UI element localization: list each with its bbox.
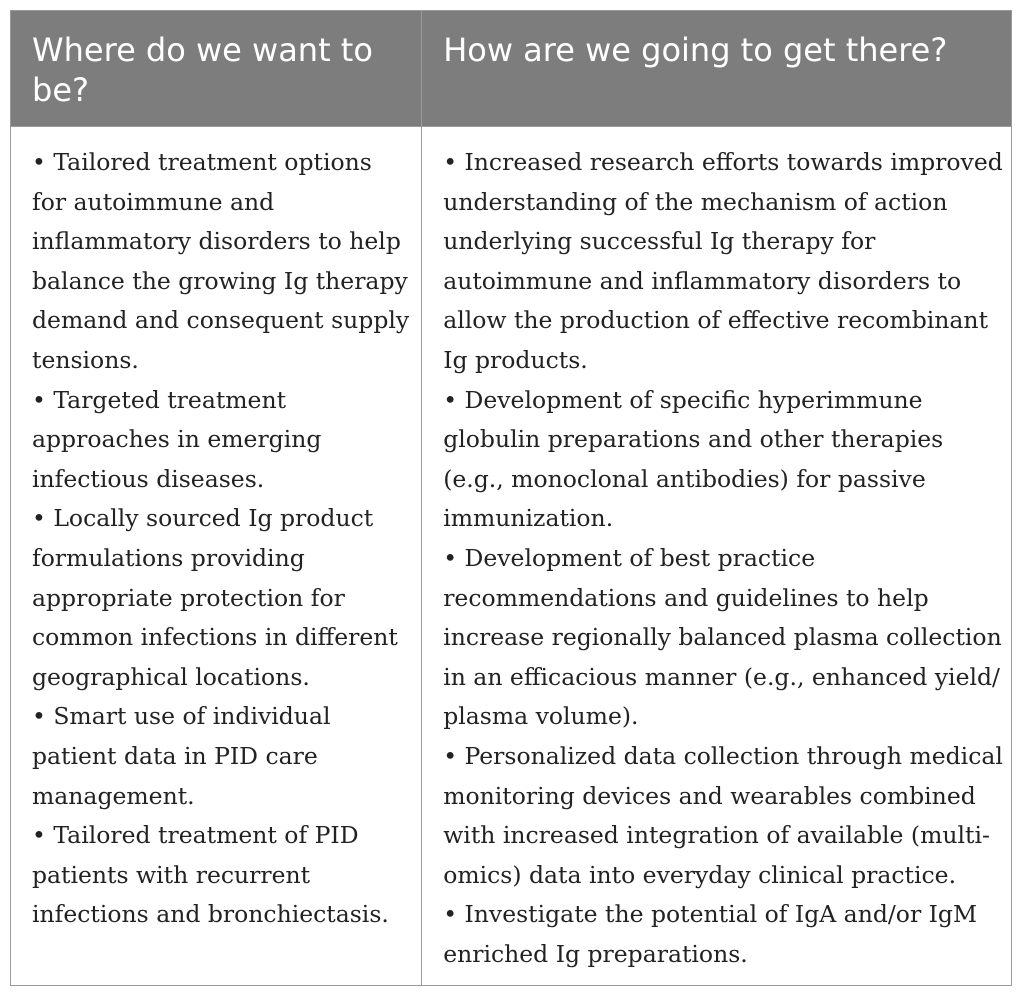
goal-item-3: • Locally sourced Ig product formulations providing appropriate protection for common infections in different geographical locations.	[32, 504, 398, 691]
header-where-do-we-want-to-be: Where do we want to be?	[11, 11, 422, 126]
table-body-row	[11, 127, 1011, 985]
goal-item-1: • Tailored treatment options for autoimmune and inflammatory disorders to help balance the growing Ig therapy demand and consequent supply tensions.	[32, 148, 410, 374]
action-item-4: • Personalized data collection through medical monitoring devices and wearables combined with increased integration of available (multi-omics) data into everyday clinical practice.	[443, 741, 1003, 889]
goal-item-4: • Smart use of individual patient data in PID care management.	[32, 702, 331, 810]
actions-column	[422, 127, 1011, 985]
goal-item-5: • Tailored treatment of PID patients with recurrent infections and bronchiectasis.	[32, 821, 389, 929]
action-item-5: • Investigate the potential of IgA and/or IgM enriched Ig preparations.	[443, 900, 978, 968]
action-item-1: • Increased research efforts towards improved understanding of the mechanism of action underlying successful Ig therapy for autoimmune and inflammatory disorders to allow the production of effective recombinant Ig products.	[443, 148, 1003, 374]
header-how-to-get-there: How are we going to get there?	[443, 31, 948, 69]
strategy-table	[10, 10, 1012, 986]
action-item-3: • Development of best practice recommendations and guidelines to help increase regionally balanced plasma collection in an efficacious manner (e.g., enhanced yield/ plasma volume).	[443, 543, 1002, 731]
goal-item-2: • Targeted treatment approaches in emerging infectious diseases.	[32, 385, 322, 493]
action-item-2: • Development of specific hyperimmune globulin preparations and other therapies (e.g., monoclonal antibodies) for passive immunization.	[443, 385, 944, 533]
goals-column	[11, 127, 422, 985]
table-header-row	[11, 11, 1011, 127]
